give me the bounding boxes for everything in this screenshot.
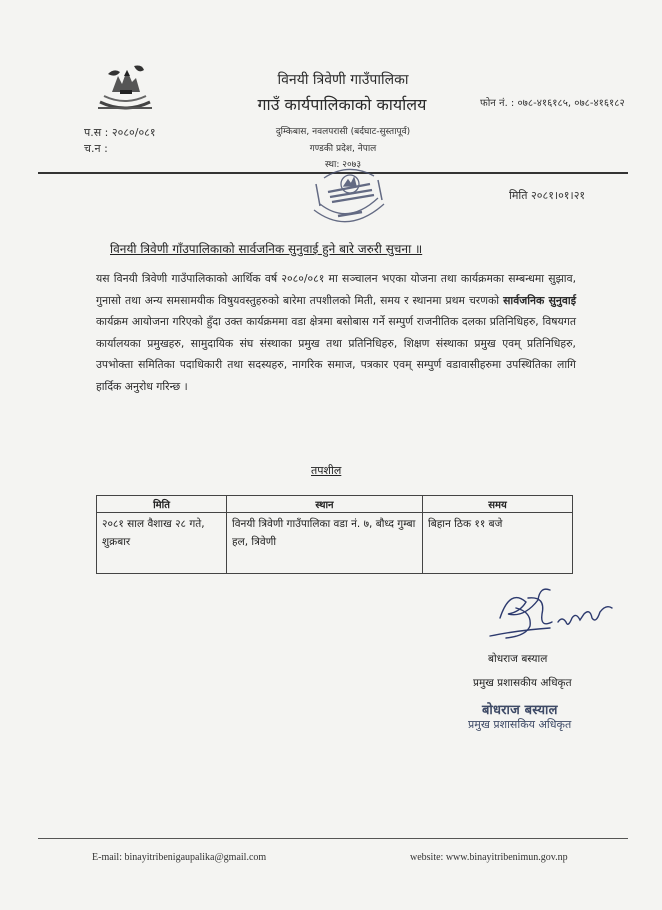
schedule-place-cell: विनयी त्रिवेणी गाउँपालिका वडा नं. ७, बौध्द गुम्बा हल, त्रिवेणी <box>227 513 423 574</box>
schedule-date-cell: २०८१ साल वैशाख २८ गते, शुक्रबार <box>97 513 227 574</box>
address-line1: दुम्किबास, नवलपरासी (बर्दघाट-सुस्तापूर्व) <box>275 127 411 137</box>
footer-website: website: www.binayitribenimun.gov.np <box>410 852 568 863</box>
seal-stamp-title: प्रमुख प्रशासकिय अधिकृत <box>468 718 572 731</box>
handwritten-signature <box>480 578 620 646</box>
details-heading: तपशील <box>311 464 342 477</box>
signatory-name: बोधराज बस्याल <box>488 653 548 665</box>
ref-number: प.स : २०८०/०८१ <box>84 126 156 139</box>
address-line2: गण्डकी प्रदेश, नेपाल <box>309 144 377 154</box>
document-date: मिति २०८१।०१।२१ <box>509 189 586 202</box>
dispatch-number: च.न : <box>84 142 108 155</box>
schedule-table <box>96 495 573 574</box>
established-year: स्था: २०७३ <box>324 160 362 170</box>
column-header-place: स्थान <box>227 496 423 513</box>
nepal-emblem-logo <box>94 62 156 114</box>
phone-numbers: फोन नं. : ०७८-४१६१८५, ०७८-४१६१८२ <box>480 98 625 109</box>
body-bold-phrase: सार्वजनिक सुनुवाई <box>503 293 577 307</box>
column-header-date: मिति <box>97 496 227 513</box>
table-row <box>97 513 573 574</box>
reference-block <box>84 125 156 157</box>
org-name-line2: गाउँ कार्यपालिकाको कार्यालय <box>257 95 427 114</box>
footer-divider <box>38 838 628 839</box>
body-part2: कार्यक्रम आयोजना गरिएको हुँदा उक्त कार्यक्रममा वडा क्षेत्रमा बसोबास गर्ने सम्पुर्ण राजनीतिक दलका प्रतिनिधिहरु, विषयगत कार्यालयका प्रमुखहरु, सामुदायिक संघ संस्थाका प्रमुख तथा प्रतिनिधिहरु, शिक्षण संस्थाका प्रमुख एवम् प्रतिनिधिहरु, उपभोक्ता समितिका पदाधिकारी तथा सदस्यहरु, नागरिक समाज, पत्रकार एवम् सम्पुर्ण वडावासीहरुमा उपस्थितिका लागि हार्दिक अनुरोध गरिन्छ । <box>96 315 576 393</box>
schedule-time-cell: बिहान ठिक ११ बजे <box>423 513 573 574</box>
column-header-time: समय <box>423 496 573 513</box>
footer-email: E-mail: binayitribenigaupalika@gmail.com <box>92 852 267 863</box>
body-part1: यस विनयी त्रिवेणी गाउँपालिकाको आर्थिक वर्ष २०८०/०८१ मा सञ्चालन भएका योजना तथा कार्यक्रमका सम्बन्धमा सुझाव, गुनासो तथा अन्य समसामयीक विषुयवस्तुहरुको बारेमा तपशीलको मिती, समय र स्थानमा प्रथम चरणको <box>96 272 576 307</box>
office-stamp <box>304 164 392 234</box>
notice-subject: विनयी त्रिवेणी गाँउपालिकाको सार्वजनिक सुनुवाई हुने बारे जरुरी सुचना ॥ <box>110 242 423 256</box>
schedule-header-row <box>97 496 573 513</box>
org-name-line1: विनयी त्रिवेणी गाउँपालिका <box>277 72 409 88</box>
seal-stamp-name: बोधराज बस्याल <box>482 703 558 718</box>
signatory-title: प्रमुख प्रशासकीय अधिकृत <box>473 677 572 689</box>
notice-body <box>96 268 576 398</box>
